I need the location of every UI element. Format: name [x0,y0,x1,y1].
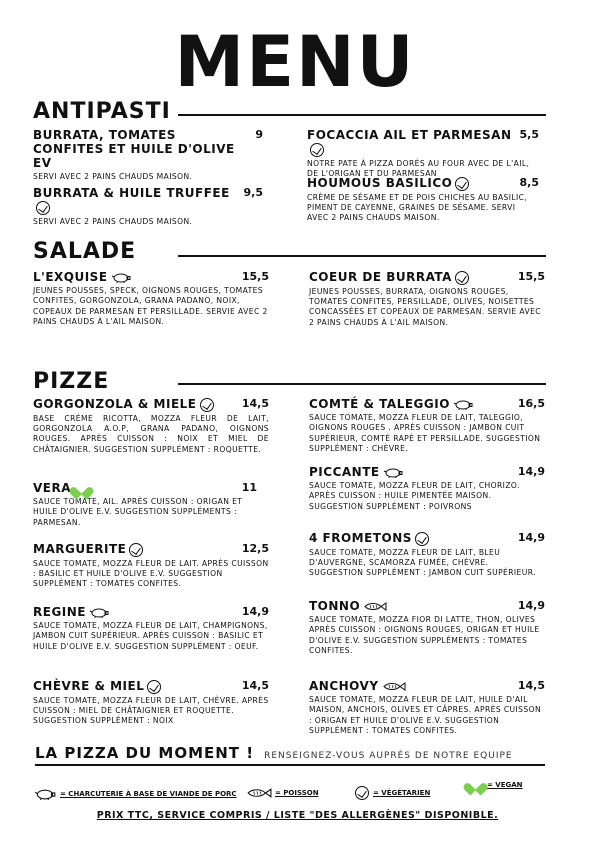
pork-icon [383,467,403,478]
vegetarian-icon [147,680,161,694]
pork-icon [33,788,57,800]
item-price: 14,9 [517,531,545,544]
item-desc: SAUCE TOMATE, MOZZA FLEUR DE LAIT. APRÈS CUISSON : BASILIC ET HUILE D'OLIVE E.V. SUGGESTION SUPPLÉMENT : TOMATES CONFITES. [33,558,269,589]
legend-vegetarian [355,786,430,800]
fish-icon [382,682,406,691]
item-price: 12,5 [241,542,269,555]
section-title-antipasti: ANTIPASTI [33,99,171,124]
item-price: 15,5 [241,270,269,283]
item-price: 5,5 [519,128,539,141]
item-name: HOUMOUS BASILICO [307,176,453,190]
item-desc: SAUCE TOMATE, MOZZA FLEUR DE LAIT, HUILE D'AIL MAISON, ANCHOIS, OLIVES ET CÂPRES. APRÈS CUISSON : ORIGAN ET HUILE D'OLIVE E.V. SUGGESTION SUPPLÉMENT : TOMATES CONFITES. [309,695,542,736]
vegetarian-icon [129,543,143,557]
salade-item [309,270,545,328]
moment-title: LA PIZZA DU MOMENT ! [35,744,255,762]
item-name: GORGONZOLA & MIELE [33,397,197,411]
section-title-pizze: PIZZE [33,369,110,394]
item-name: PICCANTE [309,465,380,479]
item-desc: SERVI AVEC 2 PAINS CHAUDS MAISON. [33,216,193,226]
legend-pork-label: = CHARCUTERIE À BASE DE VIANDE DE PORC [60,790,237,798]
item-name: VERA [33,481,72,495]
pizza-item [33,679,269,727]
pork-icon [89,607,109,618]
item-price: 14,9 [241,605,269,618]
vegetarian-icon [36,201,50,215]
item-price: 14,5 [517,679,545,692]
pizza-item [33,605,269,652]
item-name: COEUR DE BURRATA [309,270,452,284]
legend-fish-label: = POISSON [275,789,319,797]
item-price: 11 [241,481,257,494]
item-name: MARGUERITE [33,542,127,556]
antipasti-item [307,176,539,224]
item-desc: JEUNES POUSSES, SPECK, OIGNONS ROUGES, TOMATES CONFITES, GORGONZOLA, GRANA PADANO, NOIX, COPEAUX DE PARMESAN ET PERSILLADE. SERVIE AVEC 2 PAINS CHAUDS À L'AIL MAISON. [33,286,268,327]
item-desc: SAUCE TOMATE, MOZZA FIOR DI LATTE, THON, OLIVES APRÈS CUISSON : OIGNONS ROUGES, ORIGAN ET HUILE D'OLIVE E.V. SUGGESTION SUPPLÉMENTS : TOMATES CONFITES. [309,615,540,656]
item-price: 14,9 [517,599,545,612]
pizza-item [309,679,545,737]
item-price: 15,5 [517,270,545,283]
pizza-item [33,397,269,455]
vegetarian-icon [455,271,469,285]
item-desc: JEUNES POUSSES, BURRATA, OIGNONS ROUGES, TOMATES CONFITES, PERSILLADE, OLIVES, NOISETTES CONCASSÉES ET COPEAUX DE PARMESAN. SERVIE AVEC 2 PAINS CHAUDS À L'AIL MAISON. [309,286,541,327]
item-price: 8,5 [519,176,539,189]
pizza-of-the-moment [35,744,513,762]
pizza-item [309,531,545,579]
antipasti-item [33,186,263,227]
section-title-salade: SALADE [33,239,137,264]
fish-icon [363,602,387,611]
pizza-item [33,542,269,590]
item-name: ANCHOVY [309,679,379,693]
vegetarian-icon [455,177,469,191]
moment-subtitle: RENSEIGNEZ-VOUS AUPRÈS DE NOTRE EQUIPE [264,751,513,761]
item-name: REGINE [33,605,86,619]
item-name: COMTÉ & TALEGGIO [309,397,450,411]
pizza-item [309,397,545,455]
vegetarian-icon [355,786,369,800]
footer-note: PRIX TTC, SERVICE COMPRIS / LISTE "DES ALLERGÈNES" DISPONIBLE. [96,810,499,821]
pork-icon [453,399,473,410]
salade-item [33,270,269,328]
item-name: L'EXQUISE [33,270,108,284]
item-desc: BASE CRÈME RICOTTA, MOZZA FLEUR DE LAIT, GORGONZOLA A.O.P, GRANA PADANO, OIGNONS ROUGES. APRÈS CUISSON : NOIX ET MIEL DE CHÂTAIGNIER. SUGGESTION SUPPLÉMENT : ROQUETTE. [33,413,269,454]
legend-fish [246,788,319,798]
item-desc: SERVI AVEC 2 PAINS CHAUDS MAISON. [33,172,193,181]
item-name: 4 FROMETONS [309,531,412,545]
legend-pork [33,788,237,800]
section-rule [178,255,546,257]
item-desc: SAUCE TOMATE, MOZZA FLEUR DE LAIT, CHORIZO. APRÈS CUISSON : HUILE PIMENTÉE MAISON. SUGGESTION SUPPLÉMENT : POIVRONS [309,481,520,511]
legend-vegetarian-label: = VÉGÉTARIEN [373,789,431,797]
vegetarian-icon [310,143,324,157]
item-price: 9,5 [243,186,263,199]
item-price: 14,5 [241,679,269,692]
item-desc: NOTRE PATE À PIZZA DORÉS AU FOUR AVEC DE L'AIL, DE L'ORIGAN ET DU PARMESAN [307,158,530,178]
item-desc: SAUCE TOMATE, MOZZA FLEUR DE LAIT, TALEGGIO, OIGNONS ROUGES . APRÈS CUISSON : JAMBON CUIT SUPÉRIEUR, COMTÉ RAPÉ ET PERSILLADE. SUGGESTION SUPPLÉMENT : CHÈVRE. [309,413,541,454]
item-name: TONNO [309,599,361,613]
item-desc: SAUCE TOMATE, MOZZA FLEUR DE LAIT, CHÈVRE. APRÈS CUISSON : MIEL DE CHÂTAIGNIER ET ROQUETTE. SUGGESTION SUPPLÉMENT : NOIX [33,695,269,726]
item-price: 14,5 [241,397,269,410]
item-name: BURRATA, TOMATES CONFITES ET HUILE D'OLIVE EV [33,128,235,170]
pork-icon [111,272,131,283]
section-rule [178,383,546,385]
pizza-item [33,481,269,528]
legend-vegan-label: = VEGAN [487,780,523,789]
item-name: FOCACCIA AIL ET PARMESAN [307,128,512,142]
item-desc: CRÈME DE SÉSAME ET DE POIS CHICHES AU BASILIC, PIMENT DE CAYENNE, GRAINES DE SÉSAME. SERVI AVEC 2 PAINS CHAUDS MAISON. [307,192,528,223]
vegetarian-icon [200,398,214,412]
pizza-item [309,465,545,512]
item-price: 9 [255,128,263,141]
antipasti-item [33,128,263,182]
legend-vegan [468,778,523,791]
item-desc: SAUCE TOMATE, AIL. APRÈS CUISSON : ORIGAN ET HUILE D'OLIVE E.V. SUGGESTION SUPPLÉMENTS : PARMESAN. [33,497,243,527]
vegetarian-icon [415,532,429,546]
item-desc: SAUCE TOMATE, MOZZA FLEUR DE LAIT, BLEU D'AUVERGNE, SCAMORZA FUMÉE, CHÈVRE. SUGGESTION SUPPLÉMENT : JAMBON CUIT SUPÉRIEUR. [309,547,536,578]
vegan-icon [74,482,89,495]
item-name: CHÈVRE & MIEL [33,679,145,693]
section-rule [178,114,546,116]
vegan-icon [468,778,483,791]
item-desc: SAUCE TOMATE, MOZZA FLEUR DE LAIT, CHAMPIGNONS, JAMBON CUIT SUPÉRIEUR. APRÈS CUISSON : BASILIC ET HUILE D'OLIVE E.V. SUGGESTION SUPPLÉMENT : OEUF. [33,621,268,651]
item-price: 14,9 [517,465,545,478]
item-name: BURRATA & HUILE TRUFFEE [33,186,230,200]
moment-rule [35,764,545,766]
antipasti-item [307,128,539,179]
pizza-item [309,599,545,657]
item-price: 16,5 [517,397,545,410]
fish-icon [246,788,272,798]
menu-title: MENU [174,21,416,103]
